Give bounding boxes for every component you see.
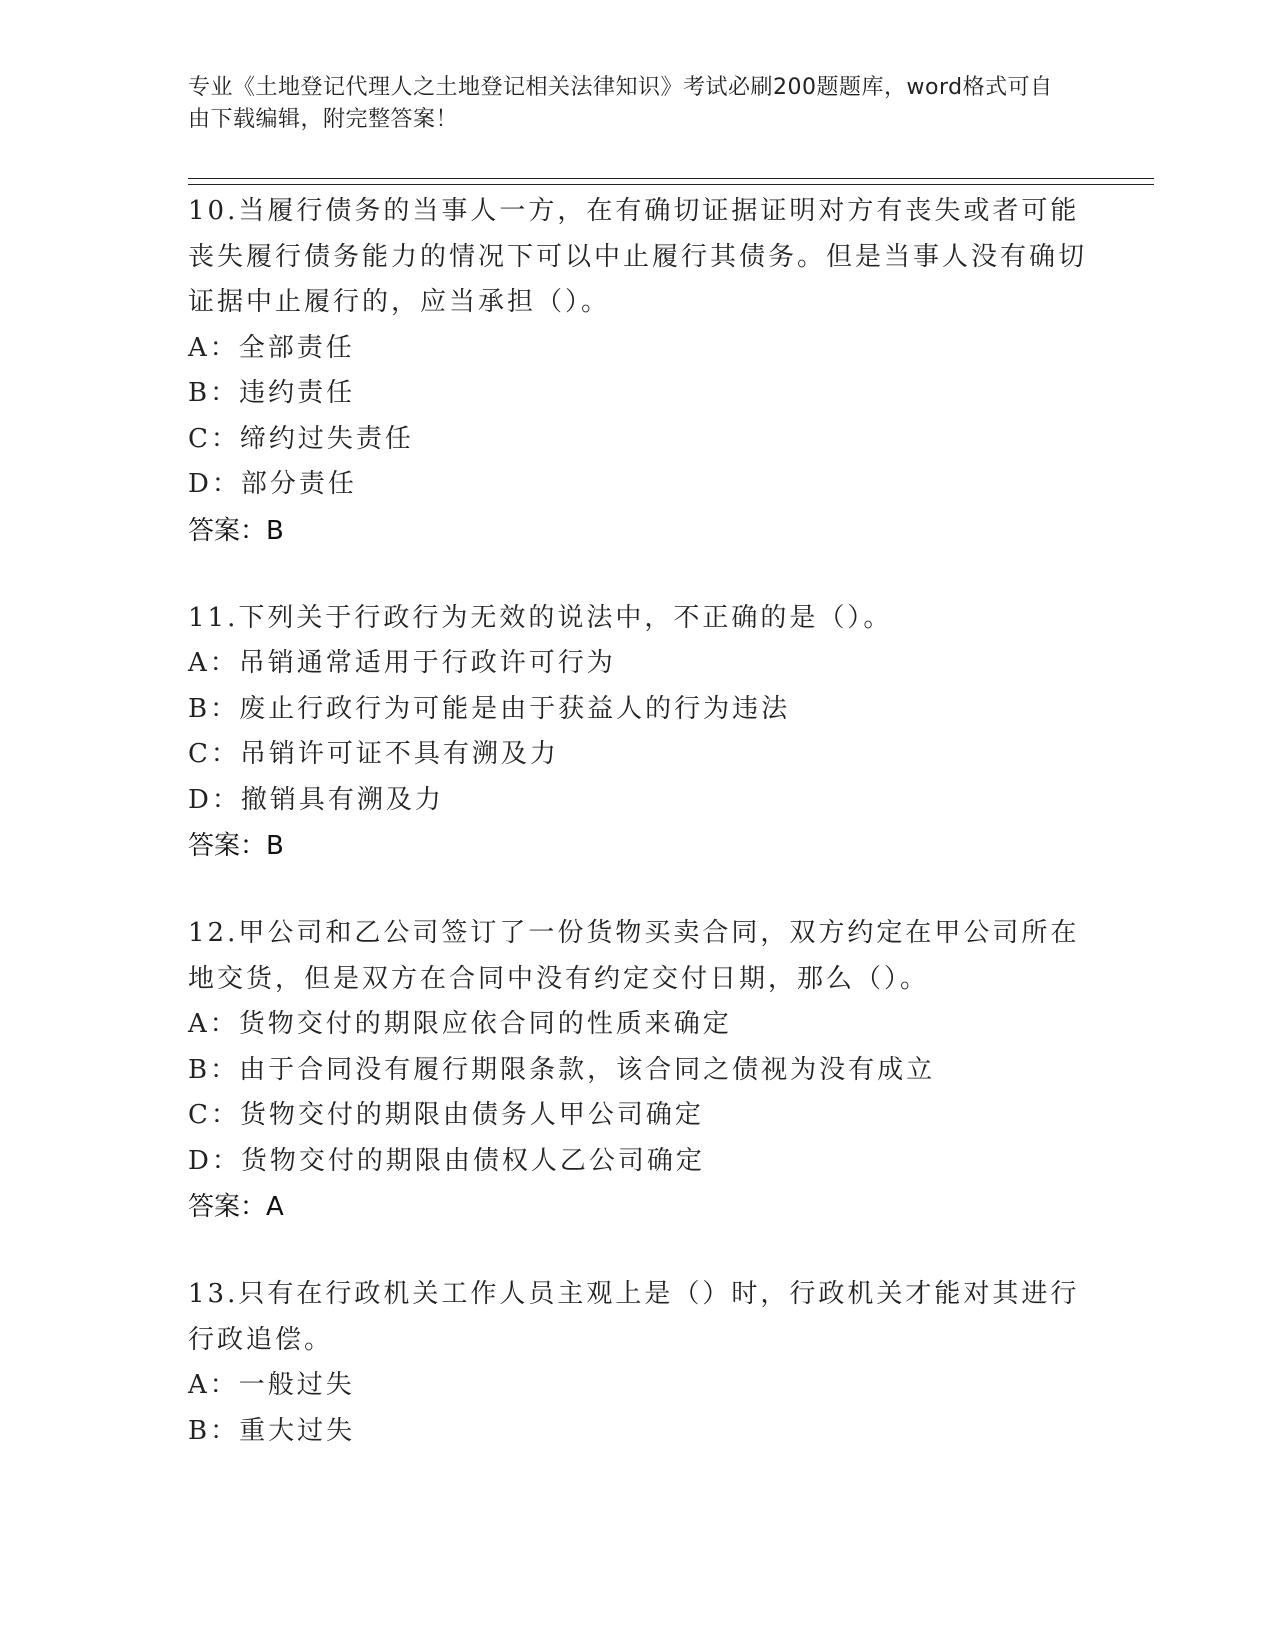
answer-line: 答案：A [188, 1192, 284, 1222]
question-number: 10. [188, 196, 239, 226]
question-stem: 当履行债务的当事人一方，在有确切证据证明对方有丧失或者可能丧失履行债务能力的情况下可以中止履行其债务。但是当事人没有确切证据中止履行的，应当承担（）。 [188, 196, 1088, 317]
question-text [188, 1272, 1088, 1363]
option-d: D：部分责任 [188, 469, 357, 499]
document-header: 专业《土地登记代理人之土地登记相关法律知识》考试必刷200题题库，word格式可自由下载编辑，附完整答案！ [188, 75, 1053, 132]
question-text [188, 911, 1088, 1002]
question-text [188, 596, 1088, 642]
option-c: C：货物交付的期限由债务人甲公司确定 [188, 1100, 704, 1130]
question-10 [188, 189, 1088, 554]
question-11 [188, 596, 1088, 870]
question-number: 12. [188, 918, 239, 948]
option-b: B：违约责任 [188, 378, 356, 408]
question-stem: 只有在行政机关工作人员主观上是（）时，行政机关才能对其进行行政追偿。 [188, 1279, 1080, 1355]
option-c: C：缔约过失责任 [188, 423, 414, 454]
option-a: A：货物交付的期限应依合同的性质来确定 [188, 1009, 732, 1039]
question-number: 11. [188, 602, 239, 633]
option-a: A：吊销通常适用于行政许可行为 [188, 648, 616, 678]
option-b: B：废止行政行为可能是由于获益人的行为违法 [188, 693, 791, 724]
question-list [188, 189, 1088, 1454]
header-divider-top [188, 178, 1154, 179]
question-stem: 下列关于行政行为无效的说法中，不正确的是（）。 [238, 602, 893, 633]
answer-line: 答案：B [188, 515, 284, 546]
option-b: B：重大过失 [188, 1415, 356, 1446]
question-number: 13. [188, 1279, 239, 1309]
question-stem: 甲公司和乙公司签订了一份货物买卖合同，双方约定在甲公司所在地交货，但是双方在合同中没有约定交付日期，那么（）。 [188, 918, 1080, 994]
option-a: A：一般过失 [188, 1370, 355, 1400]
question-13 [188, 1272, 1088, 1454]
question-text [188, 189, 1088, 326]
answer-line: 答案：B [188, 831, 284, 861]
option-c: C：吊销许可证不具有溯及力 [188, 739, 559, 769]
question-12 [188, 911, 1088, 1230]
option-b: B：由于合同没有履行期限条款，该合同之债视为没有成立 [188, 1054, 936, 1085]
option-a: A：全部责任 [188, 332, 355, 363]
header-divider-bottom [188, 184, 1154, 185]
option-d: D：货物交付的期限由债权人乙公司确定 [188, 1145, 705, 1176]
option-d: D：撤销具有溯及力 [188, 784, 444, 815]
